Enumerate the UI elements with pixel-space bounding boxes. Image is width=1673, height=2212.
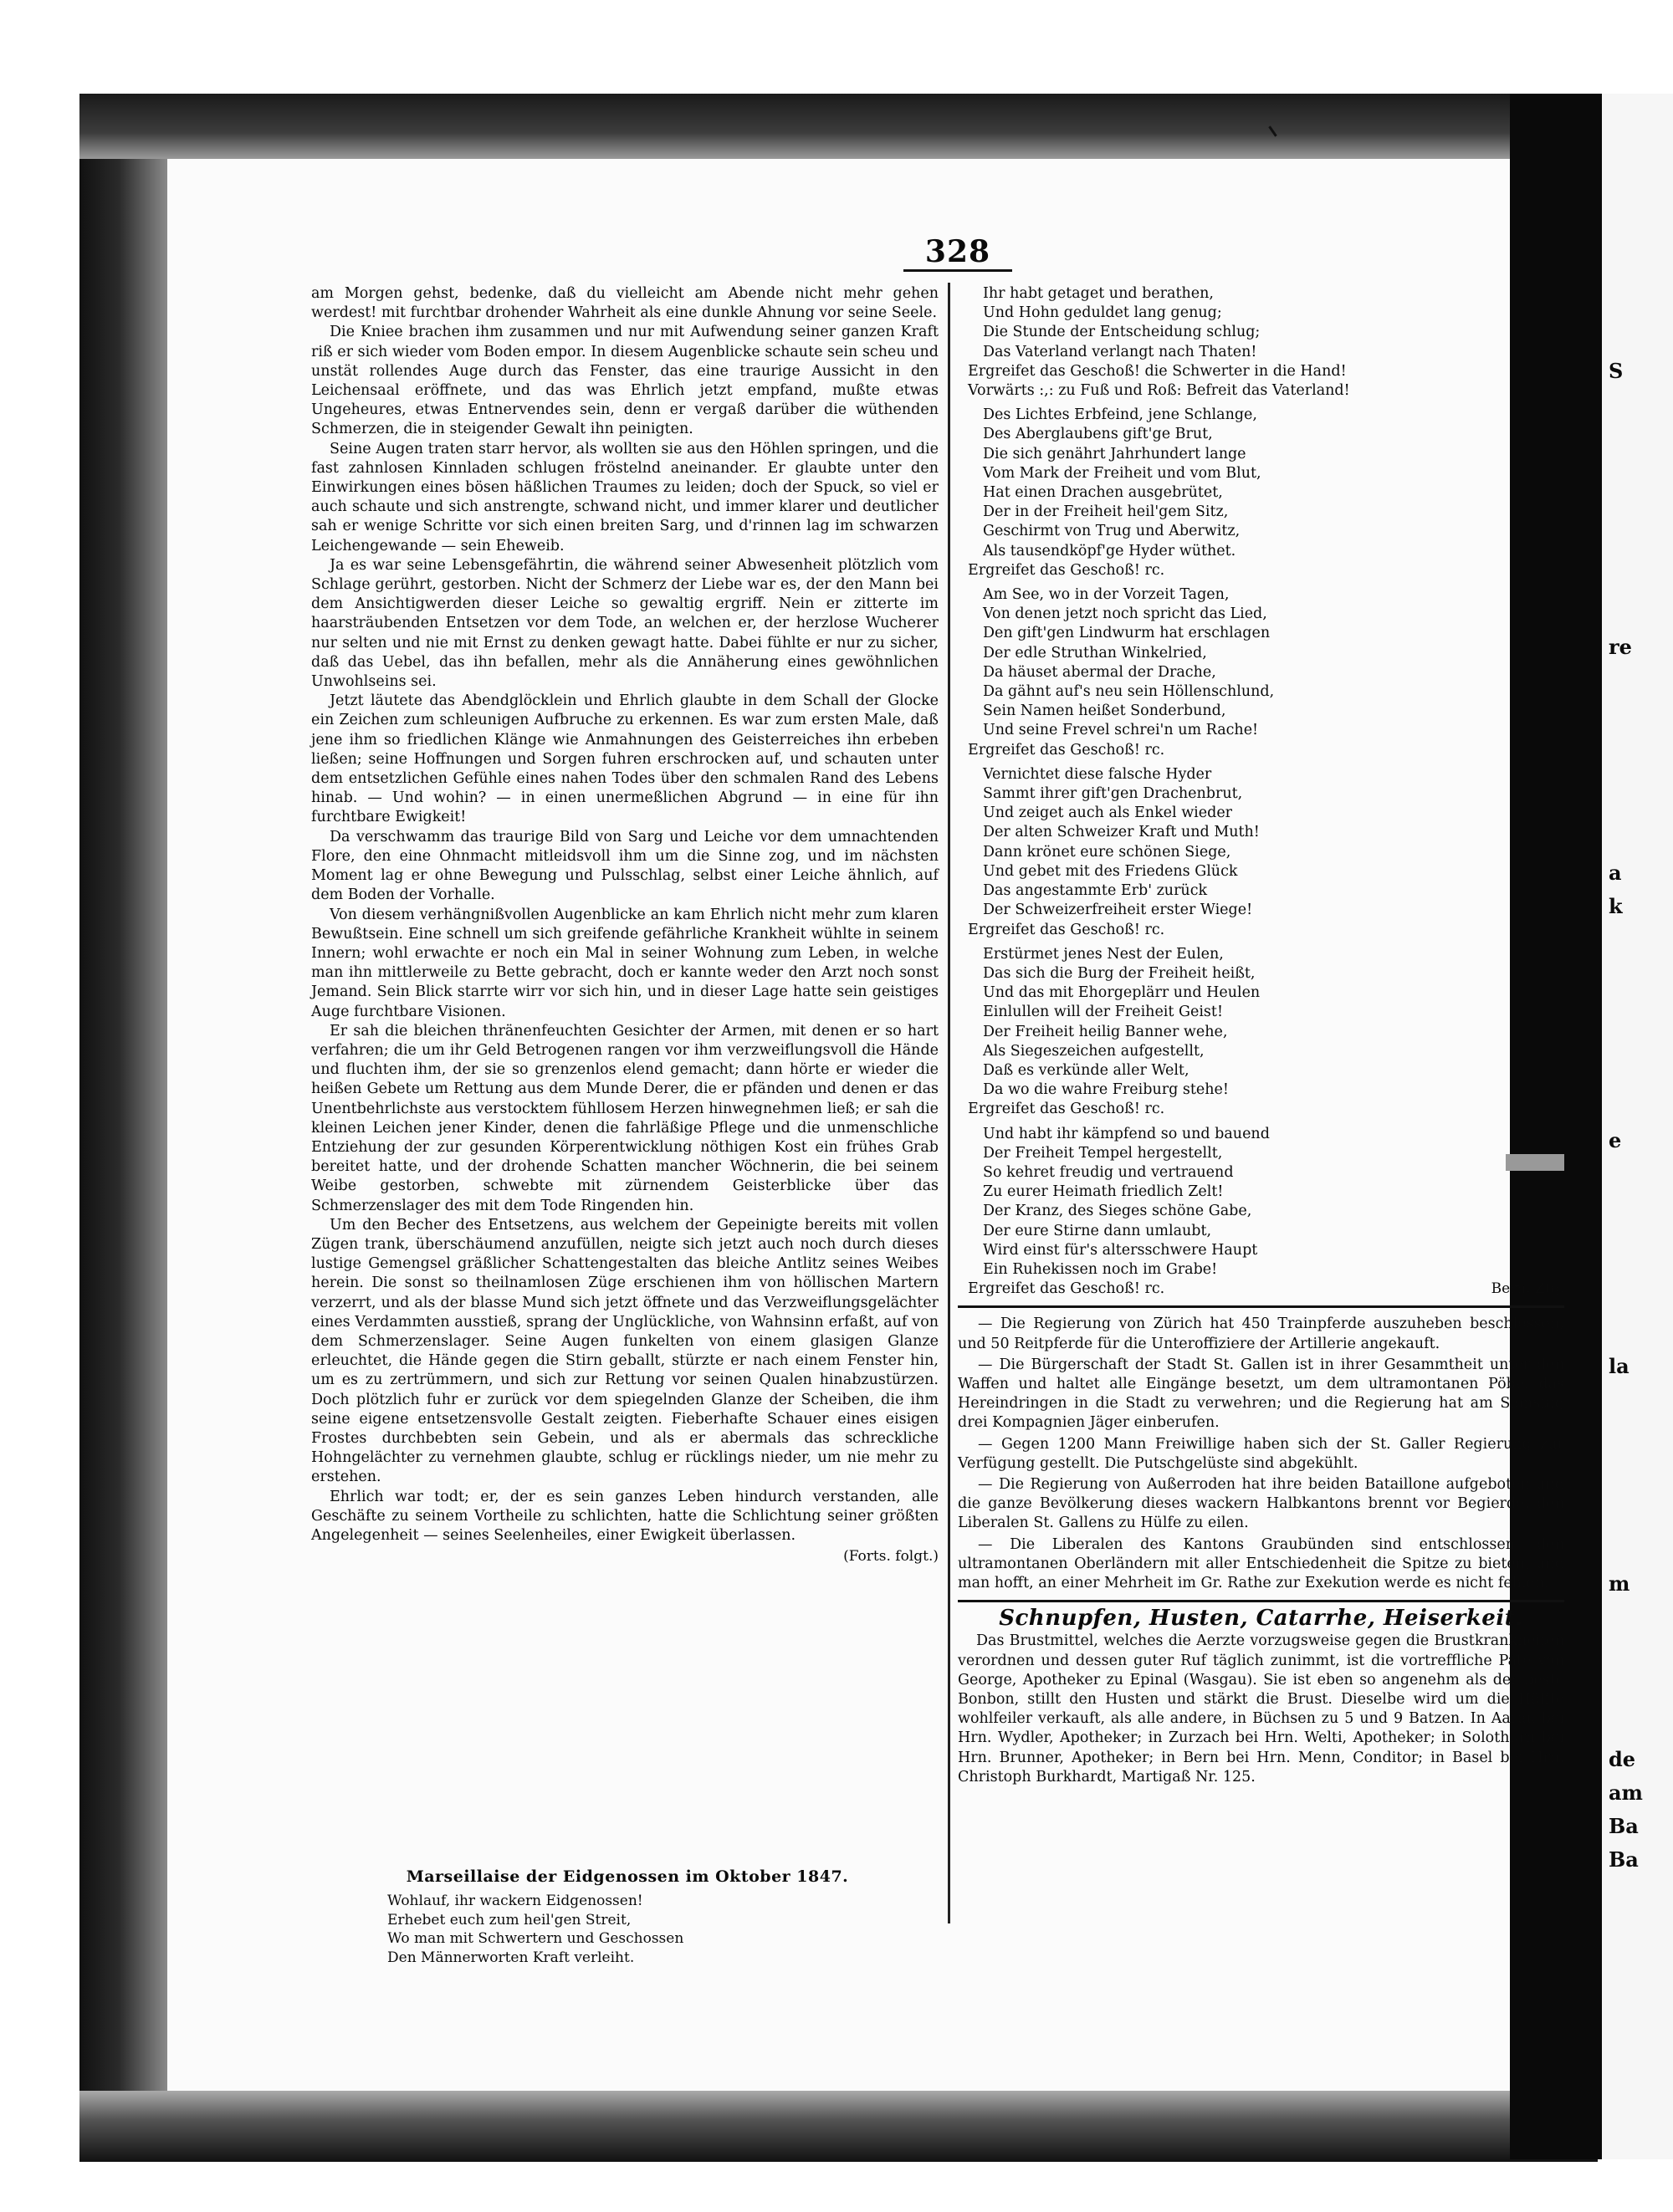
poem-line: Dann krönet eure schönen Siege, xyxy=(983,843,1231,861)
story-paragraph: Ehrlich war todt; er, der es sein ganzes Leben hindurch verstanden, alle Geschäfte zu seinem Vortheile zu schlichten, hatte die Schlichtung seiner größten Angelegenheit — seines Seelenheiles, einer Ewigkeit überlassen. xyxy=(311,1488,939,1544)
poem-line: Wird einst für's altersschwere Haupt xyxy=(983,1241,1258,1259)
poem-refrain: Ergreifet das Geschoß! rc. xyxy=(968,561,1165,579)
poem-line: Und zeiget auch als Enkel wieder xyxy=(983,805,1233,822)
next-page-fragment: S xyxy=(1609,359,1624,383)
poem-line: Ein Ruhekissen noch im Grabe! xyxy=(983,1260,1218,1278)
poem-line: Die sich genährt Jahrhundert lange xyxy=(983,445,1246,462)
story-paragraph: Die Kniee brachen ihm zusammen und nur mit Aufwendung seiner ganzen Kraft riß er sich wieder vom Boden empor. In diesem Augenblicke schaute sein scheu und unstät rollendes Auge durch das Fenster, das eine traurige Aussicht in den Leichensaal eröffnete, und das was Ehrlich jetzt empfand, mußte etwas Ungeheures, etwas Entnervendes sein, denn er vergaß darüber die wüthenden Schmerzen, die in steigender Gewalt ihn peinigten. xyxy=(311,324,939,438)
poem-line: Der Freiheit heilig Banner wehe, xyxy=(983,1023,1228,1040)
next-page-fragment: am xyxy=(1609,1780,1643,1805)
next-page-fragment: m xyxy=(1609,1571,1630,1596)
poem-line: Als tausendköpf'ge Hyder wüthet. xyxy=(983,542,1236,559)
poem-line: Erstürmet jenes Nest der Eulen, xyxy=(983,945,1224,963)
story-paragraph: Jetzt läutete das Abendglöcklein und Ehrlich glaubte in dem Schall der Glocke ein Zeichen zum schleunigen Aufbruche zu erkennen. Es war zum ersten Male, daß jene ihm so friedlichen Klänge wie Anmahnungen des Geisterreiches ihn erbeben ließen; seine Hoffnungen und Sorgen fuhren erschrocken auf, und schauten unter dem entsetzlichen Gefühle eines nahen Todes über den schmalen Rand des Lebens hinab. — Und wohin? — in einen unermeßlichen Abgrund — in eine für ihn furchtbare Ewigkeit! xyxy=(311,692,939,826)
poem-line: Als Siegeszeichen aufgestellt, xyxy=(983,1042,1205,1060)
poem-line: Da gähnt auf's neu sein Höllenschlund, xyxy=(983,683,1275,701)
column-divider xyxy=(948,283,950,1923)
next-page-fragment: Ba xyxy=(1609,1847,1639,1872)
poem-line: Der Schweizerfreiheit erster Wiege! xyxy=(983,902,1253,919)
poem-line: Daß es verkünde aller Welt, xyxy=(983,1061,1190,1079)
next-page-fragment: re xyxy=(1609,635,1632,659)
poem-line: Geschirmt von Trug und Aberwitz, xyxy=(983,523,1241,540)
poem-stanza xyxy=(958,406,1564,580)
next-page-fragment: k xyxy=(1609,894,1623,918)
story-paragraph: Um den Becher des Entsetzens, aus welchem der Gepeinigte bereits mit vollen Zügen trank, überschäumend anzufüllen, neigte sich jetzt auch noch durch dieses lustige Gemengsel gräßlicher Schattengestalten das bleiche Antlitz seines Weibes herein. Die sonst so theilnamlosen Züge erschienen ihm von höllischen Martern verzerrt, und als der blasse Mund sich jetzt öffnete und das Verzweiflungsgelächter eines Verdammten ausstieß, sprang der Unglückliche, von Wahnsinn erfaßt, auf von dem Schmerzenslager. Seine Augen funkelten von einem glasigen Glanze erleuchtet, die Hände gegen die Stirn geballt, stürzte er nach einem Fenster hin, um es zu zertrümmern, und sich zur Rettung vor seinen Qualen hinabzustürzen. Doch plötzlich fuhr er zurück vor dem spiegelnden Glanze der Scheiben, die ihm seine eigene entsetzensvolle Gestalt zeigten. Fieberhafte Schauer eines eisigen Frostes durchbebten sein Gebein, und als er abermals das schreckliche Hohngelächter zu vernehmen glaubte, schlug er rücklings nieder, um nie mehr zu erstehen. xyxy=(311,1216,939,1486)
news-item: — Die Liberalen des Kantons Graubünden sind entschlossen, den ultramontanen Oberländern mit aller Entschiedenheit die Spitze zu bieten, und man hofft, an einer Mehrheit im Gr. Rathe zur Exekution werde es nicht fehlen. xyxy=(958,1535,1564,1591)
poem-line: Und Hohn geduldet lang genug; xyxy=(983,304,1222,322)
poem-line: Sammt ihrer gift'gen Drachenbrut, xyxy=(983,785,1243,803)
poem-line: Der eure Stirne dann umlaubt, xyxy=(983,1222,1212,1239)
next-page-fragment: la xyxy=(1609,1354,1630,1378)
poem-line: Des Lichtes Erbfeind, jene Schlange, xyxy=(983,406,1257,424)
poem-stanza xyxy=(958,284,1564,401)
poem-line: Den gift'gen Lindwurm hat erschlagen xyxy=(983,625,1271,642)
poem-line: Wo man mit Schwertern und Geschossen xyxy=(387,1930,684,1947)
poem-line: Die Stunde der Entscheidung schlug; xyxy=(983,324,1261,341)
section-rule xyxy=(958,1305,1564,1308)
poem-line: Und gebet mit des Friedens Glück xyxy=(983,862,1238,880)
poem-line: Des Aberglaubens gift'ge Brut, xyxy=(983,426,1213,443)
poem-line: Das angestammte Erb' zurück xyxy=(983,882,1208,900)
poem-line: Da häuset abermal der Drache, xyxy=(983,663,1216,681)
section-rule xyxy=(958,1600,1564,1602)
poem-refrain: Ergreifet das Geschoß! rc. xyxy=(968,741,1165,759)
right-column xyxy=(958,284,1564,1787)
poem-refrain: Ergreifet das Geschoß! rc. xyxy=(968,921,1165,938)
advertisement-body: Das Brustmittel, welches die Aerzte vorzugsweise gegen die Brustkrankheiten verordnen und dessen guter Ruf täglich zunimmt, ist die vortreffliche Pâte von George, Apotheker zu Epinal (Wasgau). Sie ist eben so angenehm als der beste Bonbon, stillt den Husten und stärkt die Brust. Dieselbe wird um die Hälfte wohlfeiler verkauft, als alle andere, in Büchsen zu 5 und 9 Batzen. In Aarau bei Hrn. Wydler, Apotheker; in Zurzach bei Hrn. Welti, Apotheker; in Solothurn bei Hrn. Brunner, Apotheker; in Bern bei Hrn. Menn, Conditor; in Basel bei Hrn. Christoph Burkhardt, Martigaß Nr. 125. xyxy=(958,1632,1564,1785)
poem-line: Und habt ihr kämpfend so und bauend xyxy=(983,1125,1270,1142)
poem-stanza xyxy=(958,945,1564,1120)
story-paragraph: Seine Augen traten starr hervor, als wollten sie aus den Höhlen springen, und die fast zahnlosen Kinnladen schlugen fröstelnd aneinander. Er glaubte unter den Einwirkungen eines bösen häßlichen Traumes zu leiden; doch der Spuck, so viel er auch schaute und sich anstrengte, schwand nicht, und immer klarer und deutlicher sah er wenige Schritte vor sich einen breiten Sarg, und d'rinnen lag im schwarzen Leichengewande — sein Eheweib. xyxy=(311,440,939,554)
poem-line: Zu eurer Heimath friedlich Zelt! xyxy=(983,1183,1224,1201)
poem-line: Der alten Schweizer Kraft und Muth! xyxy=(983,824,1260,841)
poem-line: Erhebet euch zum heil'gen Streit, xyxy=(387,1911,632,1928)
poem-line: Vom Mark der Freiheit und vom Blut, xyxy=(983,464,1261,482)
poem-line: Vernichtet diese falsche Hyder xyxy=(983,765,1212,783)
continuation-note: (Forts. folgt.) xyxy=(843,1548,939,1566)
poem-line: Hat einen Drachen ausgebrütet, xyxy=(983,484,1223,502)
poem-line: Wohlauf, ihr wackern Eidgenossen! xyxy=(387,1893,643,1909)
poem-stanza xyxy=(958,585,1564,760)
scan-shadow-top xyxy=(79,94,1598,159)
poem-line: Der Kranz, des Sieges schöne Gabe, xyxy=(983,1203,1252,1220)
poem-line: Sein Namen heißet Sonderbund, xyxy=(983,702,1226,720)
poem-line: Der edle Struthan Winkelried, xyxy=(983,644,1207,662)
poem-line: Da wo die wahre Freiburg stehe! xyxy=(983,1081,1229,1099)
scan-speck xyxy=(1506,1154,1564,1171)
advertisement-title: Schnupfen, Husten, Catarrhe, Heiserkeit. xyxy=(999,1606,1523,1632)
story-column xyxy=(311,284,939,1566)
scan-shadow-bottom xyxy=(79,2091,1598,2162)
poem-line: Das Vaterland verlangt nach Thaten! xyxy=(983,343,1257,360)
next-page-fragment: e xyxy=(1609,1128,1622,1152)
poem-refrain: Ergreifet das Geschoß! rc. xyxy=(968,1280,1165,1298)
poem-line: Und seine Frevel schrei'n um Rache! xyxy=(983,722,1259,739)
next-page-fragment: Ba xyxy=(1609,1814,1639,1838)
poem-opening xyxy=(387,1892,906,1967)
poem-refrain: Ergreifet das Geschoß! die Schwerter in die Hand! xyxy=(968,362,1347,380)
page-number: 328 xyxy=(924,234,991,269)
next-page-fragment: a xyxy=(1609,861,1622,885)
binding-shadow-left xyxy=(79,94,167,2159)
next-page-edge xyxy=(1602,94,1673,2159)
poem-line: Und das mit Ehorgeplärr und Heulen xyxy=(983,984,1261,1002)
poem-line: Der Freiheit Tempel hergestellt, xyxy=(983,1144,1223,1162)
news-item: — Gegen 1200 Mann Freiwillige haben sich der St. Galler Regierung zur Verfügung gestellt. Die Putschgelüste sind abgekühlt. xyxy=(958,1435,1564,1472)
page-number-rule xyxy=(903,269,1012,272)
story-paragraph: Er sah die bleichen thränenfeuchten Gesichter der Armen, mit denen er so hart verfahren; die um ihr Geld Betrogenen rangen vor ihm verzweiflungsvoll die Hände und fluchten ihm, der sie so grenzenlos elend gemacht; dann hörte er wieder die heißen Gebete um Rettung aus dem Munde Derer, die er pfänden und denen er das Unentbehrlichste aus verstocktem fühllosem Herzen hinwegnehmen ließ; er sah die kleinen Leichen jener Kinder, denen die fahrläßige Pflege und die unmenschliche Entziehung der zur gesunden Körperentwicklung nöthigen Kost ein frühes Grab bereitet hatte, und der drohende Schatten mancher Wöchnerin, die bei seinem Weibe gestorben, schwebte mit zürnendem Geisterblicke über das Schmerzenslager des mit dem Tode Ringenden hin. xyxy=(311,1022,939,1214)
story-paragraph: Ja es war seine Lebensgefährtin, die während seiner Abwesenheit plötzlich vom Schlage gerührt, gestorben. Nicht der Schmerz der Liebe war es, der den Mann bei dem Ansichtigwerden dieser Leiche so gewaltig ergriff. Nein er zitterte im haarsträubenden Entsetzen vor dem Tode, an welchen er, der herzlose Wucherer nur selten und nie mit Ernst zu denken gewagt hatte. Dabei fühlte er nur zu sicher, daß das Uebel, das ihn befallen, mehr als die Annäherung eines gewöhnlichen Unwohlseins sei. xyxy=(311,556,939,691)
poem-line: Von denen jetzt noch spricht das Lied, xyxy=(983,605,1267,623)
poem-line: So kehret freudig und vertrauend xyxy=(983,1163,1234,1181)
poem-line: Einlullen will der Freiheit Geist! xyxy=(983,1004,1223,1021)
story-paragraph: am Morgen gehst, bedenke, daß du vielleicht am Abende nicht mehr gehen werdest! mit furchtbar drohender Wahrheit als eine dunkle Ahnung vor seine Seele. xyxy=(311,285,939,322)
poem-stanza xyxy=(958,1125,1564,1300)
news-item: — Die Bürgerschaft der Stadt St. Gallen ist in ihrer Gesammtheit unter den Waffen und haltet alle Eingänge besetzt, um dem ultramontanen Pöbel das Hereindringen in die Stadt zu verwehren; und die Regierung hat am Samstag drei Kompagnien Jäger einberufen. xyxy=(958,1356,1564,1432)
news-item: — Die Regierung von Zürich hat 450 Trainpferde auszuheben beschlossen, und 50 Reitpferde für die Unteroffiziere der Artillerie angekauft. xyxy=(958,1315,1564,1352)
news-item: — Die Regierung von Außerroden hat ihre beiden Bataillone aufgeboten und die ganze Bevölkerung dieses wackern Halbkantons brennt vor Begierde, den Liberalen St. Gallens zu Hülfe zu eilen. xyxy=(958,1475,1564,1532)
story-paragraph: Da verschwamm das traurige Bild von Sarg und Leiche vor dem umnachtenden Flore, den eine Ohnmacht mitleidsvoll ihm um die Sinne zog, und im nächsten Moment lag er ohne Bewegung und Pulsschlag, selbst einer Leiche ähnlich, auf dem Boden der Vorhalle. xyxy=(311,828,939,904)
poem-line: Am See, wo in der Vorzeit Tagen, xyxy=(983,586,1230,604)
poem-refrain: Vorwärts :,: zu Fuß und Roß: Befreit das Vaterland! xyxy=(968,382,1350,400)
poem-line: Den Männerworten Kraft verleiht. xyxy=(387,1949,635,1966)
poem-stanza xyxy=(958,765,1564,940)
poem-source: Bern. Ztg. xyxy=(1491,1280,1564,1298)
poem-refrain: Ergreifet das Geschoß! rc. xyxy=(968,1101,1165,1118)
poem-line: Das sich die Burg der Freiheit heißt, xyxy=(983,964,1256,982)
poem-line: Der in der Freiheit heil'gem Sitz, xyxy=(983,503,1229,521)
poem-title: Marseillaise der Eidgenossen im Oktober 1847. xyxy=(406,1867,849,1886)
news-section xyxy=(958,1315,1564,1593)
poem-line: Ihr habt getaget und berathen, xyxy=(983,285,1214,302)
next-page-fragment: de xyxy=(1609,1747,1636,1771)
story-paragraph: Von diesem verhängnißvollen Augenblicke an kam Ehrlich nicht mehr zum klaren Bewußtsein. Eine schnell um sich greifende gefährliche Krankheit wühlte in seinem Innern; wohl erwachte er noch ein Mal in seiner Wohnung zum Leben, in welche man ihn mittlerweile zu Bette gebracht, doch er kannte weder den Arzt noch sonst Jemand. Sein Blick starrte wirr vor sich hin, und in dieser Lage hatte sein geistiges Auge furchtbare Visionen. xyxy=(311,906,939,1020)
